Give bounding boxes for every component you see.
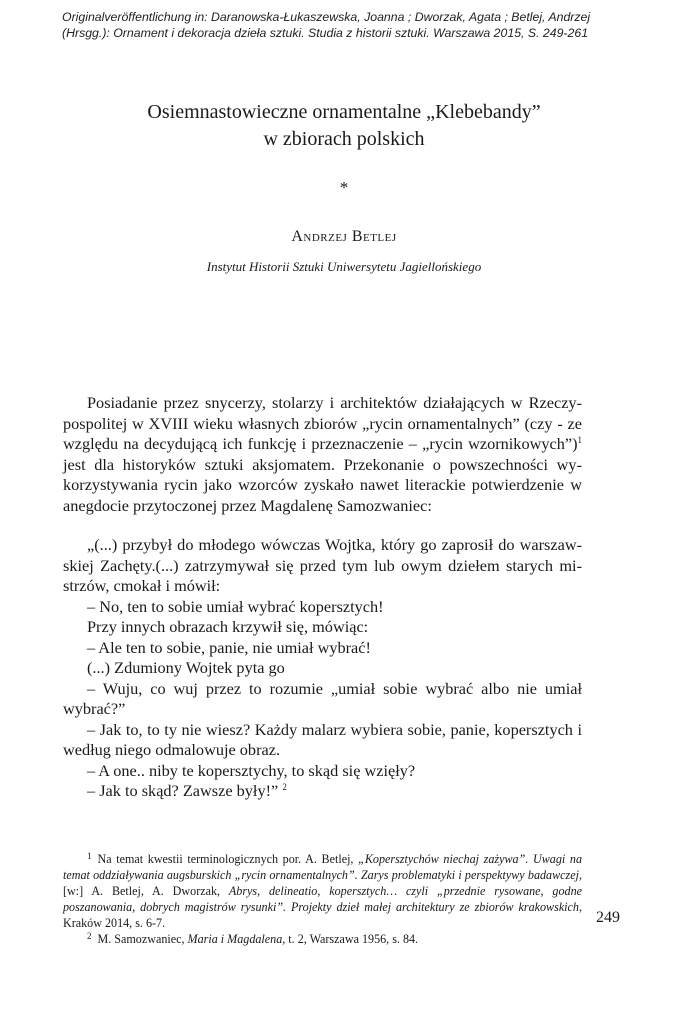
footnote-2: [63, 931, 582, 947]
footnote-2-text-a: M. Samozwaniec,: [97, 932, 188, 946]
quote-line: – No, ten to sobie umiał wybrać kopersztych!: [87, 596, 384, 616]
publication-source-note: [62, 9, 642, 41]
opening-paragraph: [63, 393, 582, 516]
title-line-1: Osiemnastowieczne ornamentalne „Klebebandy”: [147, 101, 541, 123]
footnote-2-text-c: t. 2, Warszawa 1956, s. 84.: [285, 932, 419, 946]
source-note-line-2: (Hrsgg.): Ornament i dekoracja dzieła sztuki. Studia z historii sztuki. Warszawa 2015, S. 249-261: [62, 26, 589, 40]
paragraph-1-text-b: jest dla historyków sztuki aksjomatem. Przekonanie o powszechności wykorzystywania rycin jako wzorców zyskało nawet literackie potwierdzenie w anegdocie przytoczonej przez Magdalenę Samozwaniec:: [63, 454, 582, 515]
quote-last-text: – Jak to skąd? Zawsze były!”: [87, 781, 279, 800]
footnote-1-number: 1: [87, 851, 92, 861]
footnote-1-title-2: Abrys, delineatio, kopersztych… czyli „przednie rysowane, godne poszanowania, dobrych magistrów rysunki”. Projekty dzieł małej architektury ze zbiorów krakowskich: [63, 884, 582, 914]
footnote-1-text-a: Na temat kwestii terminologicznych por. A. Betlej,: [97, 852, 359, 866]
title-separator: *: [339, 178, 349, 197]
footnote-2-title: Maria i Magdalena,: [187, 932, 286, 946]
block-quote: [63, 535, 582, 802]
quote-line: „(...) przybył do młodego wówczas Wojtka, który go zaprosił do warszawskiej Zachęty.(...) zatrzymywał się przed tym lub owym dziełem starych mistrzów, cmokał i mówił:: [63, 535, 582, 595]
footnote-ref-1[interactable]: 1: [577, 435, 582, 445]
footnote-ref-2[interactable]: 2: [282, 782, 287, 792]
quote-line: – A one.. niby te kopersztychy, to skąd się wzięły?: [87, 760, 416, 780]
quote-line: – Ale ten to sobie, panie, nie umiał wybrać!: [87, 637, 371, 657]
article-title: [0, 99, 688, 153]
source-note-line-1: Originalveröffentlichung in: Daranowska-Łukaszewska, Joanna ; Dworzak, Agata ; Betlej, Andrzej: [62, 10, 591, 24]
title-line-2: w zbiorach polskich: [263, 128, 425, 150]
page-number: 249: [596, 909, 620, 926]
quote-line: Przy innych obrazach krzywił się, mówiąc:: [87, 617, 369, 636]
quote-line: – Wuju, co wuj przez to rozumie „umiał sobie wybrać albo nie umiał wybrać?”: [63, 678, 582, 718]
quote-line: – Jak to, to ty nie wiesz? Każdy malarz wybiera sobie, panie, kopersztych i według niego odmalowuje obraz.: [63, 719, 582, 759]
author-name: Andrzej Betlej: [291, 228, 397, 245]
footnote-1-text-e: , Kraków 2014, s. 6-7.: [63, 900, 582, 930]
footnote-1-text-c: , [w:] A. Betlej, A. Dworzak,: [63, 868, 582, 898]
footnotes: [63, 851, 582, 947]
footnote-2-number: 2: [87, 931, 92, 941]
paragraph-1-text-a: Posiadanie przez snycerzy, stolarzy i architektów działających w Rzeczypospolitej w XVIII wieku własnych zbiorów „rycin ornamentalnych” (czy - ze względu na decydującą ich funkcję i przeznaczenie – „rycin wzornikowych”): [63, 393, 582, 453]
author-affiliation: Instytut Historii Sztuki Uniwersytetu Jagiellońskiego: [206, 259, 482, 274]
footnote-1: [63, 851, 582, 931]
quote-line-last: [63, 781, 582, 802]
paragraph-1: [63, 393, 582, 516]
quote-line: (...) Zdumiony Wojtek pyta go: [87, 658, 285, 677]
footnote-1-title-1: „Kopersztychów niechaj zażywa”. Uwagi na temat oddziaływania augsburskich „rycin ornamentalnych”. Zarys problematyki i perspektywy badawczej: [63, 852, 582, 882]
